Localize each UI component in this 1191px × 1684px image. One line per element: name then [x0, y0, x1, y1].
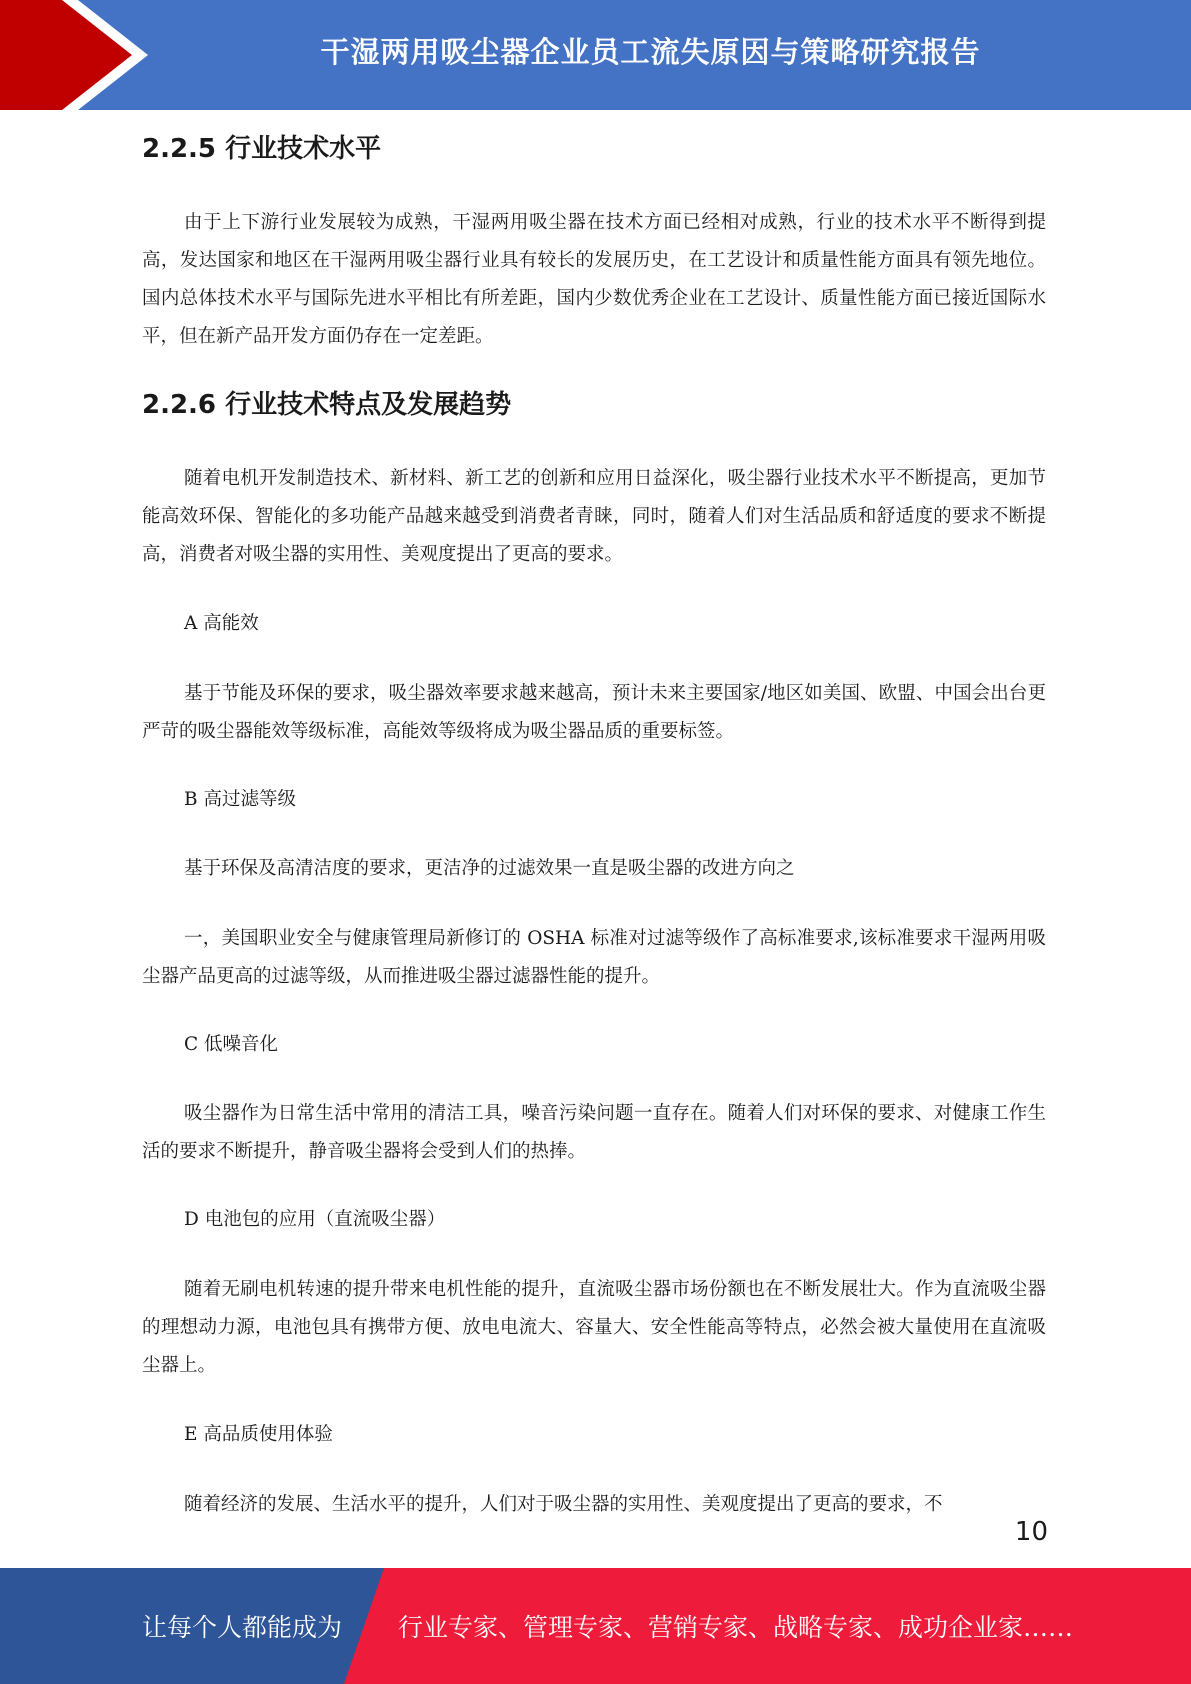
subsection-a-title: A 高能效 — [184, 613, 259, 634]
footer-slogan-left: 让每个人都能成为 — [142, 1613, 343, 1642]
subsection-b-text-1: 基于环保及高清洁度的要求，更洁净的过滤效果一直是吸尘器的改进方向之 — [184, 858, 795, 879]
page-header — [0, 0, 1191, 110]
subsection-e-text: 随着经济的发展、生活水平的提升，人们对于吸尘器的实用性、美观度提出了更高的要求，不 — [184, 1494, 943, 1515]
page-footer — [0, 1568, 1191, 1684]
subsection-c-title: C 低噪音化 — [184, 1034, 279, 1055]
report-title: 干湿两用吸尘器企业员工流失原因与策略研究报告 — [320, 34, 981, 69]
subsection-d-text: 随着无刷电机转速的提升带来电机性能的提升，直流吸尘器市场份额也在不断发展壮大。作为直流吸尘器的理想动力源，电池包具有携带方便、放电电流大、容量大、安全性能高等特点，必然会被大量使用在直流吸尘器上。 — [142, 1279, 1046, 1376]
subsection-b-text-2: 一，美国职业安全与健康管理局新修订的 OSHA 标准对过滤等级作了高标准要求,该标准要求干湿两用吸尘器产品更高的过滤等级，从而推进吸尘器过滤器性能的提升。 — [142, 928, 1046, 987]
section-2-2-6-intro: 随着电机开发制造技术、新材料、新工艺的创新和应用日益深化，吸尘器行业技术水平不断提高，更加节能高效环保、智能化的多功能产品越来越受到消费者青睐，同时，随着人们对生活品质和舒适度的要求不断提高，消费者对吸尘器的实用性、美观度提出了更高的要求。 — [142, 468, 1046, 565]
section-2-2-5-paragraph: 由于上下游行业发展较为成熟，干湿两用吸尘器在技术方面已经相对成熟，行业的技术水平不断得到提高，发达国家和地区在干湿两用吸尘器行业具有较长的发展历史，在工艺设计和质量性能方面具有领先地位。国内总体技术水平与国际先进水平相比有所差距，国内少数优秀企业在工艺设计、质量性能方面已接近国际水平，但在新产品开发方面仍存在一定差距。 — [142, 212, 1046, 347]
page-number: 10 — [1014, 1517, 1048, 1547]
subsection-c-text: 吸尘器作为日常生活中常用的清洁工具，噪音污染问题一直存在。随着人们对环保的要求、对健康工作生活的要求不断提升，静音吸尘器将会受到人们的热捧。 — [142, 1103, 1046, 1162]
header-arrow-decoration — [0, 0, 150, 110]
subsection-d-title: D 电池包的应用（直流吸尘器） — [184, 1209, 446, 1230]
subsection-b-title: B 高过滤等级 — [184, 789, 296, 810]
section-heading-2-2-5: 2.2.5 行业技术水平 — [142, 134, 382, 164]
subsection-e-title: E 高品质使用体验 — [184, 1424, 333, 1445]
footer-slogan-right: 行业专家、管理专家、营销专家、战略专家、成功企业家…… — [398, 1613, 1074, 1642]
section-heading-2-2-6: 2.2.6 行业技术特点及发展趋势 — [142, 390, 512, 420]
subsection-a-text: 基于节能及环保的要求，吸尘器效率要求越来越高，预计未来主要国家/地区如美国、欧盟、中国会出台更严苛的吸尘器能效等级标准，高能效等级将成为吸尘器品质的重要标签。 — [142, 683, 1046, 742]
